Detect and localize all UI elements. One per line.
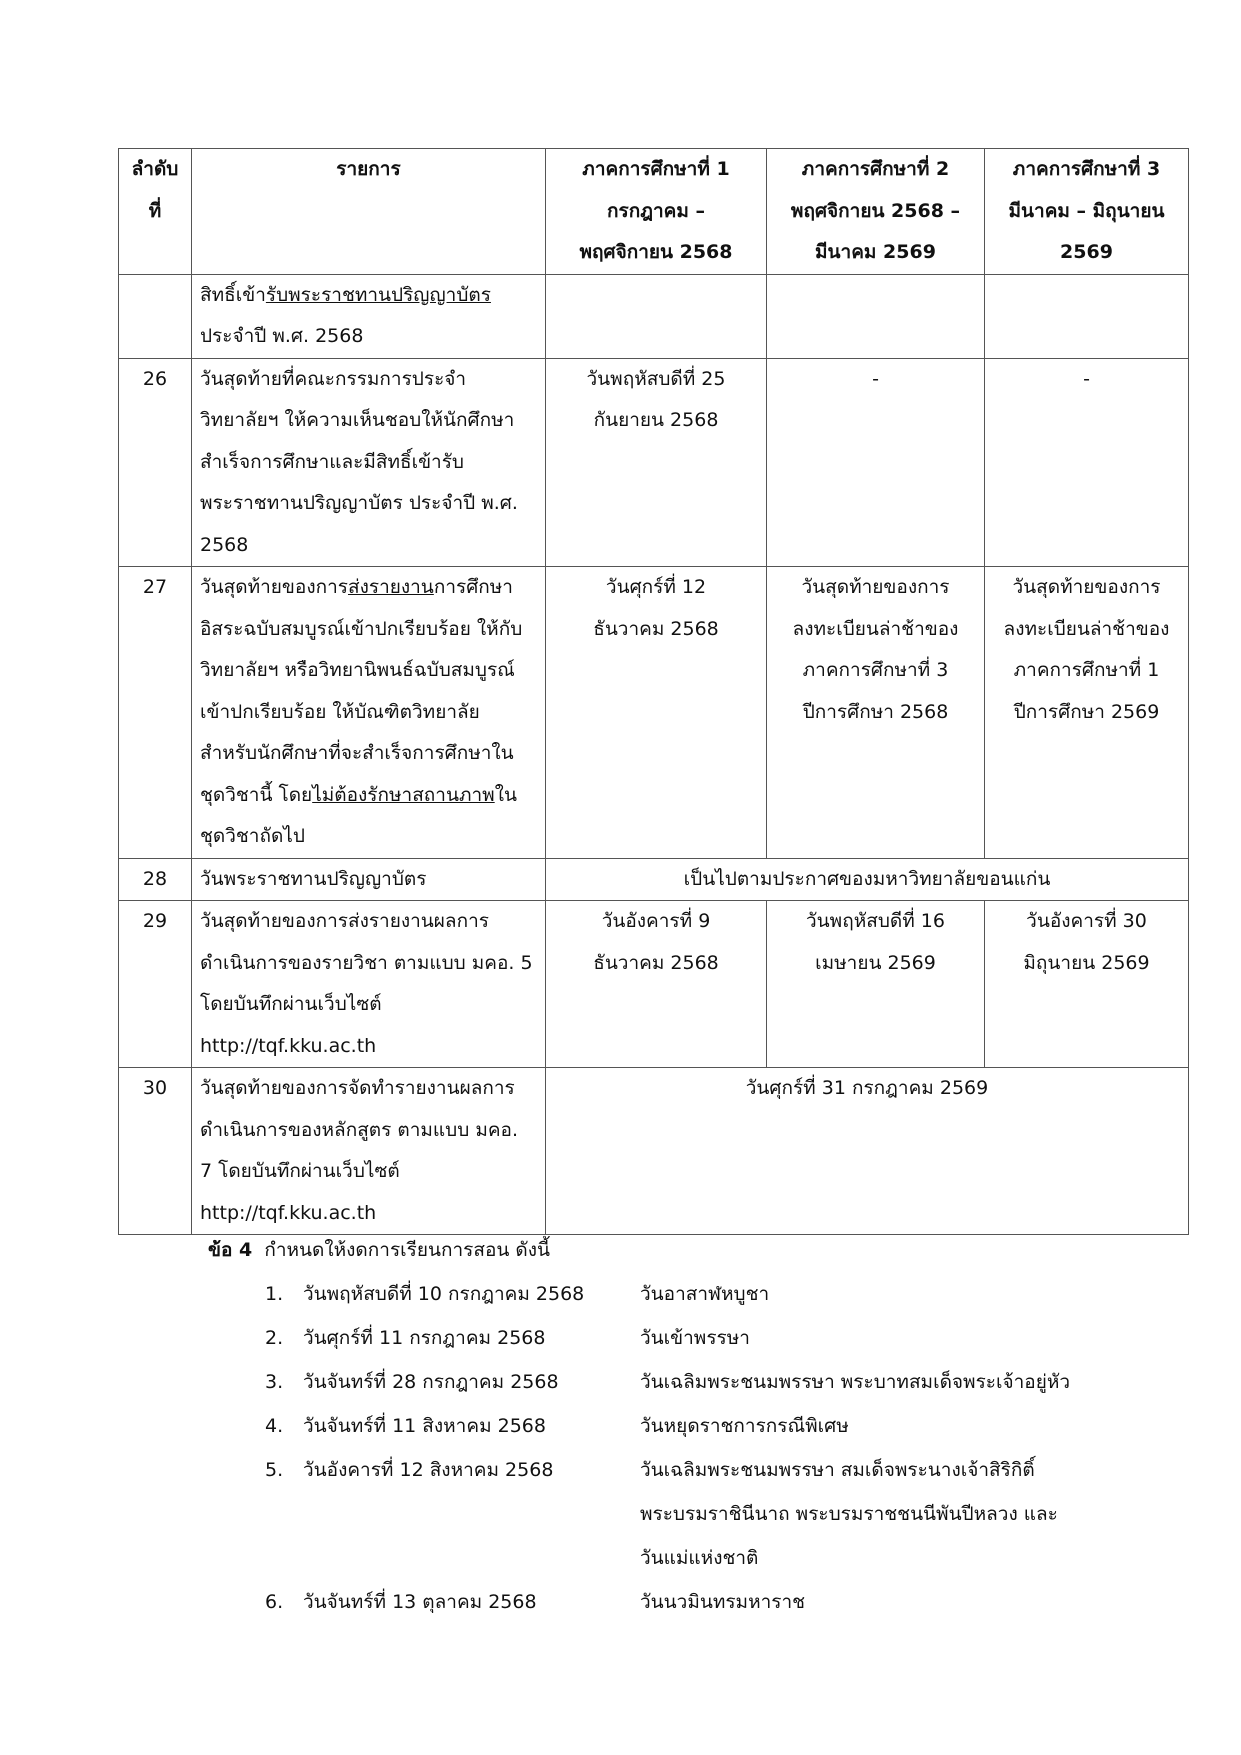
header-sem3: ภาคการศึกษาที่ 3 มีนาคม – มิถุนายน 2569 — [985, 149, 1189, 275]
row-sem2 — [767, 274, 985, 358]
row-no: 26 — [119, 358, 192, 567]
row-item: วันสุดท้ายของการส่งรายงานการศึกษา อิสระฉบับสมบูรณ์เข้าปกเรียบร้อย ให้กับ วิทยาลัยฯ หรือวิทยานิพนธ์ฉบับสมบูรณ์ เข้าปกเรียบร้อย ให้บัณฑิตวิทยาลัย สำหรับนักศึกษาที่จะสำเร็จการศึกษาใน ชุดวิชานี้ โดยไม่ต้องรักษาสถานภาพใน ชุดวิชาถัดไป — [192, 567, 546, 859]
row-sem1 — [546, 274, 767, 358]
row-no: 28 — [119, 858, 192, 901]
row-sem3: วันอังคารที่ 30 มิถุนายน 2569 — [985, 901, 1189, 1068]
section-label: ข้อ 4 — [208, 1239, 253, 1261]
row-merged: เป็นไปตามประกาศของมหาวิทยาลัยขอนแก่น — [546, 858, 1189, 901]
row-item: วันสุดท้ายของการจัดทำรายงานผลการ ดำเนินการของหลักสูตร ตามแบบ มคอ. 7 โดยบันทึกผ่านเว็บไซต์ http://tqf.kku.ac.th — [192, 1068, 546, 1235]
calendar-table — [118, 148, 1189, 1235]
table-row — [119, 567, 1189, 859]
header-no: ลำดับ ที่ — [119, 149, 192, 275]
list-item: 6. วันจันทร์ที่ 13 ตุลาคม 2568 วันนวมินทรมหาราช — [265, 1591, 806, 1613]
list-item: 3. วันจันทร์ที่ 28 กรกฎาคม 2568 วันเฉลิมพระชนมพรรษา พระบาทสมเด็จพระเจ้าอยู่หัว — [265, 1371, 1071, 1393]
row-sem1: วันศุกร์ที่ 12 ธันวาคม 2568 — [546, 567, 767, 859]
row-no: 30 — [119, 1068, 192, 1235]
row-sem2: วันสุดท้ายของการ ลงทะเบียนล่าช้าของ ภาคการศึกษาที่ 3 ปีการศึกษา 2568 — [767, 567, 985, 859]
list-item: 4. วันจันทร์ที่ 11 สิงหาคม 2568 วันหยุดราชการกรณีพิเศษ — [265, 1415, 849, 1437]
list-item: 5. วันอังคารที่ 12 สิงหาคม 2568 วันเฉลิมพระชนมพรรษา สมเด็จพระนางเจ้าสิริกิติ์ พระบรมราชินีนาถ พระบรมราชชนนีพันปีหลวง และ วันแม่แห่งชาติ — [265, 1459, 1058, 1569]
row-sem3: - — [985, 358, 1189, 567]
row-sem3 — [985, 274, 1189, 358]
row-no: 27 — [119, 567, 192, 859]
row-item: วันพระราชทานปริญญาบัตร — [192, 858, 546, 901]
header-row — [119, 149, 1189, 275]
row-merged: วันศุกร์ที่ 31 กรกฎาคม 2569 — [546, 1068, 1189, 1235]
section-text: กำหนดให้งดการเรียนการสอน ดังนี้ — [264, 1239, 550, 1261]
row-sem2: - — [767, 358, 985, 567]
row-item: วันสุดท้ายของการส่งรายงานผลการ ดำเนินการของรายวิชา ตามแบบ มคอ. 5 โดยบันทึกผ่านเว็บไซต์ http://tqf.kku.ac.th — [192, 901, 546, 1068]
list-item: 2. วันศุกร์ที่ 11 กรกฎาคม 2568 วันเข้าพรรษา — [265, 1327, 750, 1349]
table-row — [119, 358, 1189, 567]
header-item: รายการ — [192, 149, 546, 275]
header-sem2: ภาคการศึกษาที่ 2 พฤศจิกายน 2568 – มีนาคม 2569 — [767, 149, 985, 275]
row-sem2: วันพฤหัสบดีที่ 16 เมษายน 2569 — [767, 901, 985, 1068]
table-row — [119, 1068, 1189, 1235]
row-item: สิทธิ์เข้ารับพระราชทานปริญญาบัตร ประจำปี พ.ศ. 2568 — [192, 274, 546, 358]
table-row — [119, 901, 1189, 1068]
row-no: 29 — [119, 901, 192, 1068]
row-sem1: วันอังคารที่ 9 ธันวาคม 2568 — [546, 901, 767, 1068]
row-sem3: วันสุดท้ายของการ ลงทะเบียนล่าช้าของ ภาคการศึกษาที่ 1 ปีการศึกษา 2569 — [985, 567, 1189, 859]
section-heading — [208, 1228, 550, 1272]
row-item: วันสุดท้ายที่คณะกรรมการประจำ วิทยาลัยฯ ให้ความเห็นชอบให้นักศึกษา สำเร็จการศึกษาและมีสิทธิ์เข้ารับ พระราชทานปริญญาบัตร ประจำปี พ.ศ. 2568 — [192, 358, 546, 567]
row-no — [119, 274, 192, 358]
list-item: 1. วันพฤหัสบดีที่ 10 กรกฎาคม 2568 วันอาสาฬหบูชา — [265, 1283, 770, 1305]
table-row — [119, 274, 1189, 358]
header-sem1: ภาคการศึกษาที่ 1 กรกฎาคม – พฤศจิกายน 2568 — [546, 149, 767, 275]
row-sem1: วันพฤหัสบดีที่ 25 กันยายน 2568 — [546, 358, 767, 567]
table-row — [119, 858, 1189, 901]
